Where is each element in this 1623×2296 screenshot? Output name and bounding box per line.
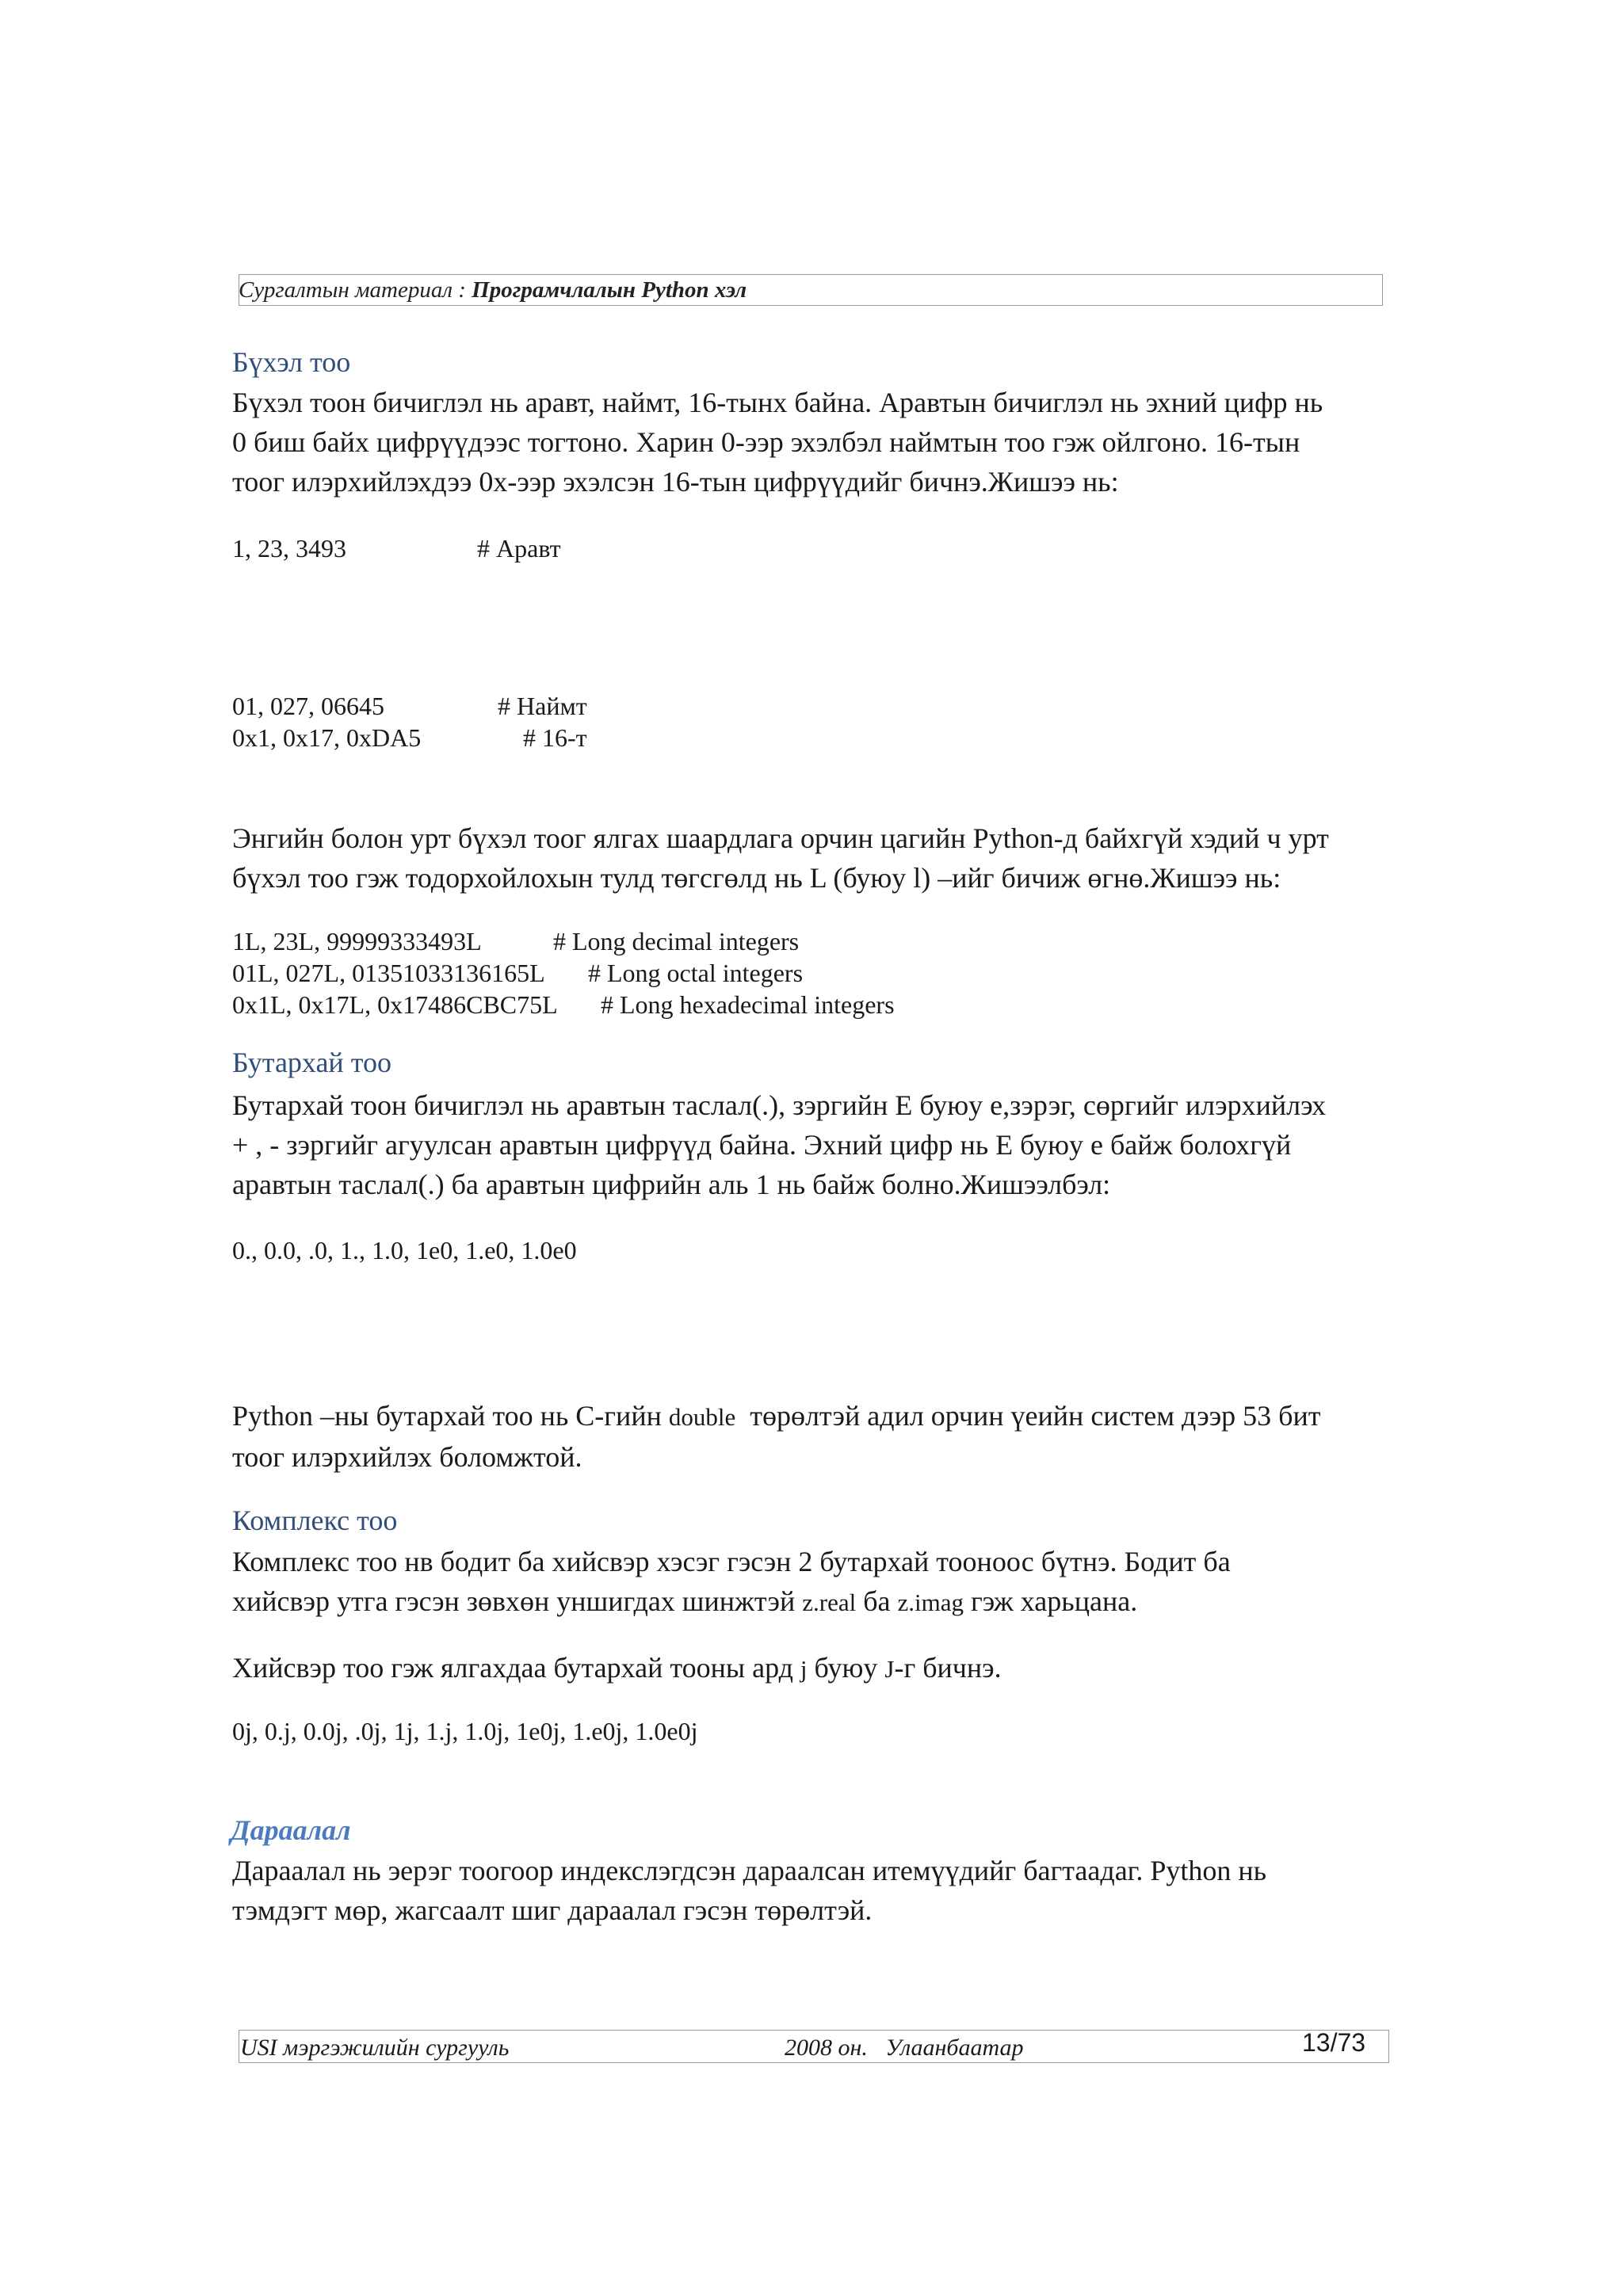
code-long-octal-values: 01L, 027L, 01351033136165L [232, 959, 545, 987]
paragraph-line: аравтын таслал(.) ба аравтын цифрийн аль 1 нь байж болно.Жишээлбэл: [232, 1169, 1111, 1200]
code-complex-examples: 0j, 0.j, 0.0j, .0j, 1j, 1.j, 1.0j, 1e0j, 1.e0j, 1.0e0j [232, 1717, 698, 1745]
footer-year-city: 2008 он. Улаанбаатар [785, 2035, 1024, 2061]
heading-integer: Бүхэл тоо [232, 346, 351, 378]
code-long-hex-comment: # Long hexadecimal integers [601, 990, 895, 1019]
text-run: -г бичнэ. [894, 1652, 1002, 1684]
paragraph-integer [232, 383, 1397, 502]
code-octal-comment: # Наймт [498, 692, 587, 720]
text-run: Хийсвэр тоо гэж ялгахдаа бутархай тооны ард [232, 1652, 800, 1684]
paragraph-line: тэмдэгт мөр, жагсаалт шиг дараалал гэсэн төрөлтэй. [232, 1894, 873, 1926]
paragraph-float-precision [232, 1396, 1397, 1477]
text-run-double: double [668, 1403, 736, 1431]
heading-complex: Комплекс тоо [232, 1505, 398, 1536]
code-long-decimal-values: 1L, 23L, 99999333493L [232, 927, 482, 955]
code-hex-comment: # 16-т [523, 723, 587, 752]
paragraph-line [232, 1581, 1397, 1623]
footer-school: USI мэргэжилийн сургууль [240, 2035, 510, 2061]
code-long-hex-values: 0x1L, 0x17L, 0x17486CBC75L [232, 990, 558, 1019]
paragraph-line: Бүхэл тоон бичиглэл нь аравт, наймт, 16-тынх байна. Аравтын бичиглэл нь эхний цифр нь [232, 387, 1323, 418]
heading-sequence: Дараалал [231, 1814, 351, 1846]
page-number: 13/73 [1302, 2028, 1366, 2057]
text-run: төрөлтэй адил орчин үеийн систем дээр 53 бит [735, 1400, 1321, 1432]
code-octal-values: 01, 027, 06645 [232, 692, 384, 720]
code-hex-values: 0x1, 0x17, 0xDA5 [232, 723, 422, 752]
code-decimal-comment: # Аравт [477, 534, 561, 563]
running-header [239, 277, 747, 303]
paragraph-line: Комплекс тоо нв бодит ба хийсвэр хэсэг гэсэн 2 бутархай тооноос бүтнэ. Бодит ба [232, 1546, 1231, 1577]
code-float-examples: 0., 0.0, .0, 1., 1.0, 1e0, 1.e0, 1.0e0 [232, 1236, 577, 1264]
paragraph-line: бүхэл тоо гэж тодорхойлохын тулд төгсгөлд нь L (буюу l) –ийг бичиж өгнө.Жишээ нь: [232, 862, 1281, 894]
text-run-imag: z.imag [897, 1589, 964, 1616]
code-long-octal-comment: # Long octal integers [588, 959, 804, 987]
paragraph-line: тоог илэрхийлэх боломжтой. [232, 1441, 582, 1473]
paragraph-line: 0 биш байх цифрүүдээс тогтоно. Харин 0-ээр эхэлбэл наймтын тоо гэж ойлгоно. 16-тын [232, 426, 1300, 458]
text-run: буюу [807, 1652, 885, 1684]
code-long-decimal-comment: # Long decimal integers [553, 927, 800, 955]
paragraph-line: Дараалал нь эерэг тоогоор индекслэгдсэн дараалсан итемүүдийг багтаадаг. Python нь [232, 1855, 1267, 1886]
heading-float: Бутархай тоо [232, 1047, 391, 1078]
paragraph-line: Энгийн болон урт бүхэл тоог ялгах шаардлага орчин цагийн Python-д байхгүй хэдий ч урт [232, 822, 1329, 854]
text-run: ба [856, 1585, 898, 1617]
paragraph-line [232, 1396, 1397, 1437]
paragraph-imaginary [232, 1648, 1397, 1689]
header-title: Програмчлалын Python хэл [472, 277, 747, 303]
paragraph-sequence [232, 1851, 1397, 1930]
text-run: гэж харьцана. [964, 1585, 1138, 1617]
text-run: Python –ны бутархай тоо нь С-гийн [232, 1400, 669, 1432]
code-decimal-values: 1, 23, 3493 [232, 534, 346, 563]
paragraph-long-integer [232, 818, 1397, 898]
text-run-j: j [800, 1655, 808, 1683]
text-run-J: J [884, 1655, 895, 1683]
header-prefix: Сургалтын материал : [239, 277, 472, 303]
paragraph-line: + , - зэргийг агуулсан аравтын цифрүүд байна. Эхний цифр нь E буюу e байж болохгүй [232, 1129, 1292, 1161]
text-run: хийсвэр утга гэсэн зөвхөн уншигдах шинжтэй [232, 1585, 803, 1617]
paragraph-line: тоог илэрхийлэхдээ 0х-ээр эхэлсэн 16-тын цифрүүдийг бичнэ.Жишээ нь: [232, 466, 1119, 498]
paragraph-complex [232, 1542, 1397, 1623]
paragraph-float [232, 1085, 1397, 1204]
text-run-real: z.real [802, 1589, 857, 1616]
paragraph-line: Бутархай тоон бичиглэл нь аравтын таслал(.), зэргийн E буюу e,зэрэг, сөргийг илэрхийлэх [232, 1089, 1327, 1121]
